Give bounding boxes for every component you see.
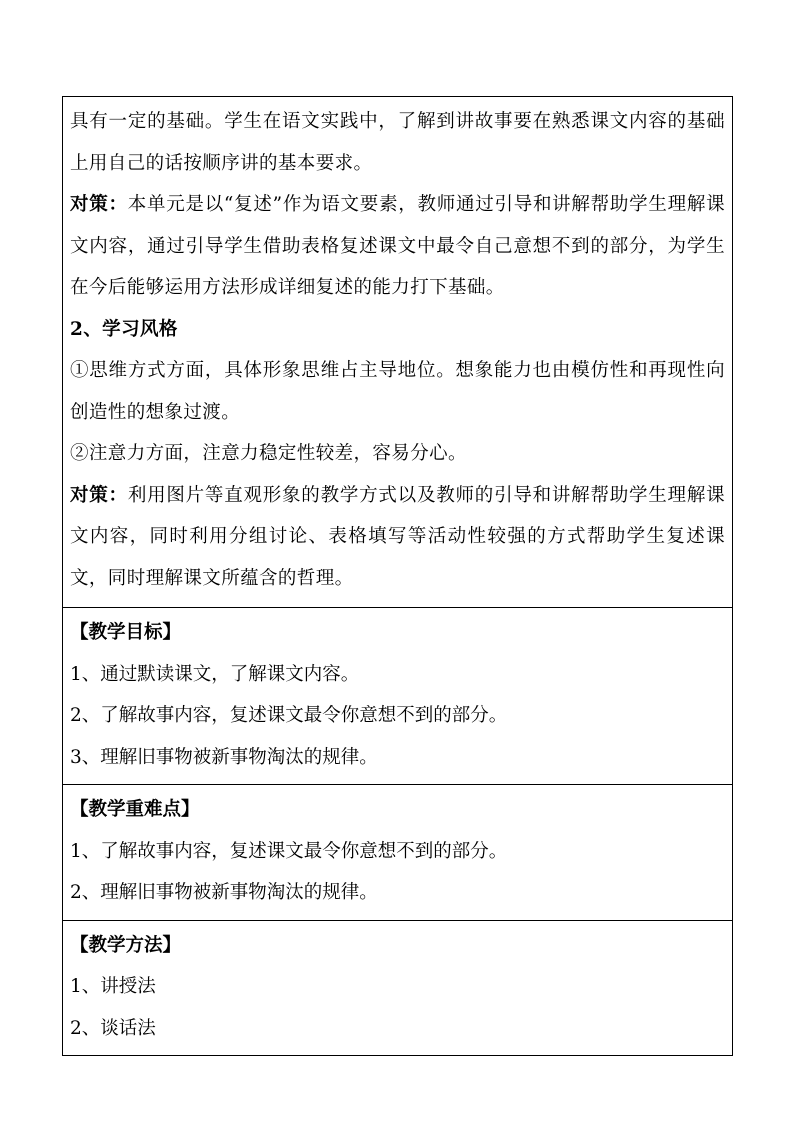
strategy-text: 利用图片等直观形象的教学方式以及教师的引导和讲解帮助学生理解课文内容，同时利用分组讨论、表格填写等活动性较强的方式帮助学生复述课文，同时理解课文所蕴含的哲理。 bbox=[70, 484, 725, 589]
key-points-cell bbox=[63, 785, 733, 921]
strategy-label: 对策： bbox=[70, 484, 128, 506]
strategy-paragraph-2 bbox=[70, 475, 725, 600]
strategy-paragraph-1 bbox=[70, 184, 725, 309]
objective-item: 3、理解旧事物被新事物淘汰的规律。 bbox=[70, 746, 378, 768]
objective-item: 2、了解故事内容，复述课文最令你意想不到的部分。 bbox=[70, 705, 508, 726]
student-analysis-row bbox=[63, 97, 733, 608]
learning-style-item: ①思维方式方面，具体形象思维占主导地位。想象能力也由模仿性和再现性向创造性的想象过渡。 bbox=[70, 360, 725, 423]
strategy-label: 对策： bbox=[70, 194, 128, 215]
methods-cell bbox=[63, 920, 733, 1056]
strategy-text: 本单元是以“复述”作为语文要素，教师通过引导和讲解帮助学生理解课文内容，通过引导学生借助表格复述课文中最令自己意想不到的部分，为学生在今后能够运用方法形成详细复述的能力打下基础。 bbox=[70, 194, 726, 298]
student-analysis-cell bbox=[63, 97, 733, 608]
analysis-continuation: 具有一定的基础。学生在语文实践中，了解到讲故事要在熟悉课文内容的基础上用自己的话按顺序讲的基本要求。 bbox=[70, 111, 725, 174]
objectives-heading: 【教学目标】 bbox=[70, 622, 182, 643]
key-points-row bbox=[63, 785, 733, 921]
key-point-item: 2、理解旧事物被新事物淘汰的规律。 bbox=[70, 882, 378, 903]
method-item: 2、谈话法 bbox=[70, 1017, 156, 1039]
lesson-plan-table bbox=[62, 96, 733, 1056]
learning-style-item: ②注意力方面，注意力稳定性较差，容易分心。 bbox=[70, 443, 467, 464]
key-points-heading: 【教学重难点】 bbox=[70, 799, 200, 820]
objectives-cell bbox=[63, 608, 733, 785]
method-item: 1、讲授法 bbox=[70, 976, 156, 997]
objectives-row bbox=[63, 608, 733, 785]
key-point-item: 1、了解故事内容，复述课文最令你意想不到的部分。 bbox=[70, 840, 508, 862]
learning-style-heading: 2、学习风格 bbox=[70, 318, 178, 340]
methods-heading: 【教学方法】 bbox=[70, 934, 182, 956]
methods-row bbox=[63, 920, 733, 1056]
objective-item: 1、通过默读课文，了解课文内容。 bbox=[70, 663, 360, 685]
